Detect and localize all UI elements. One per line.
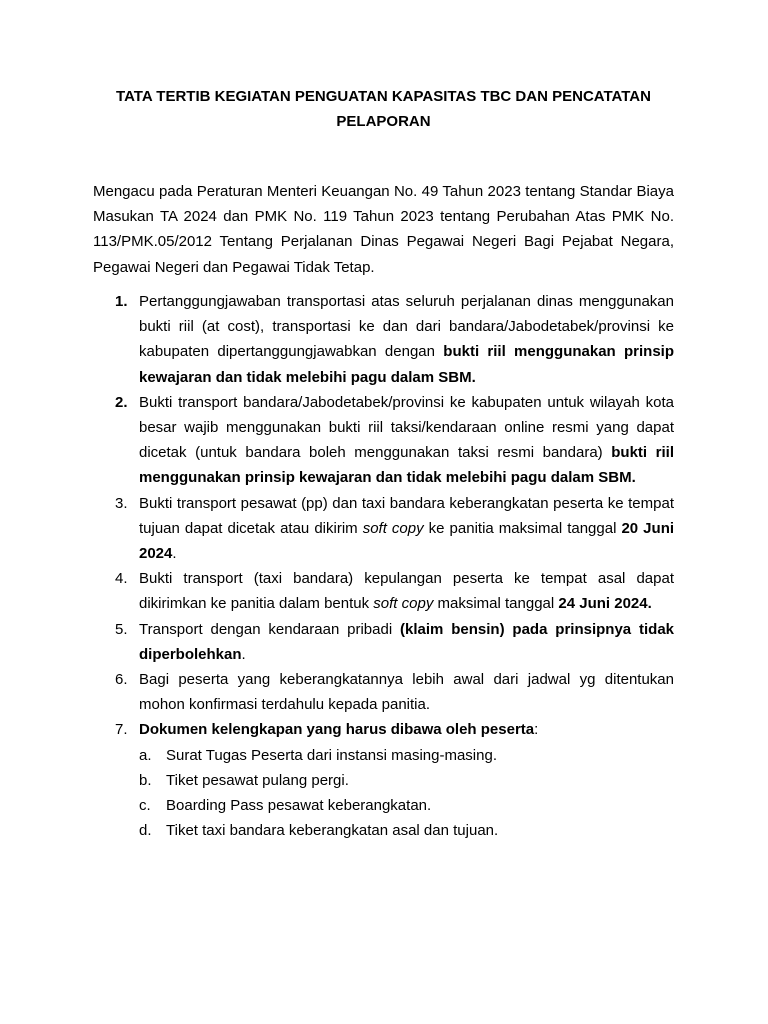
list-item-italic-text: soft copy (362, 519, 424, 537)
page-title (93, 84, 674, 134)
sublist-text: Tiket pesawat pulang pergi. (166, 771, 349, 789)
sublist-item-c (139, 793, 674, 818)
list-item-5 (93, 617, 674, 667)
list-item-text: ke panitia maksimal tanggal (423, 519, 622, 537)
sublist-text: Boarding Pass pesawat keberangkatan. (166, 797, 432, 815)
sublist-text: Tiket taxi bandara keberangkatan asal dan tujuan. (166, 822, 499, 840)
list-item-text: . (241, 645, 246, 663)
rules-list (93, 289, 674, 843)
list-item-bold-text: bukti riil menggunakan prinsip kewajaran dan tidak melebihi pagu dalam SBM. (139, 343, 674, 386)
title-line-2: PELAPORAN (336, 113, 431, 130)
list-item-7 (93, 717, 674, 843)
list-item-1 (93, 289, 674, 390)
list-item-italic-text: soft copy (373, 595, 434, 613)
sublist-item-b (139, 768, 674, 793)
list-number: 6. (115, 671, 128, 689)
list-number: 3. (115, 494, 128, 512)
list-item-4 (93, 566, 674, 616)
list-item-text: . (172, 545, 177, 563)
title-line-1: TATA TERTIB KEGIATAN PENGUATAN KAPASITAS TBC DAN PENCATATAN (116, 88, 651, 105)
list-item-text: Bukti transport bandara/Jabodetabek/provinsi ke kabupaten untuk wilayah kota besar wajib menggunakan bukti riil taksi/kendaraan online resmi yang dapat dicetak (untuk bandara boleh menggunakan taksi resmi bandara) (139, 393, 674, 462)
list-item-text: Bagi peserta yang keberangkatannya lebih awal dari jadwal yg ditentukan mohon konfirmasi terdahulu kepada panitia. (139, 671, 674, 714)
list-item-2 (93, 390, 674, 491)
list-item-text: : (534, 721, 539, 739)
sublist-letter: b. (139, 771, 152, 789)
list-number: 7. (115, 721, 128, 739)
list-item-text: maksimal tanggal (433, 595, 559, 613)
list-item-text: Pertanggungjawaban transportasi atas seluruh perjalanan dinas menggunakan bukti riil (at cost), transportasi ke dan dari bandara/Jabodetabek/provinsi ke kabupaten dipertanggungjawabkan dengan (139, 293, 674, 361)
list-item-bold-text: (klaim bensin) pada prinsipnya tidak diperbolehkan (139, 620, 674, 663)
sublist-letter: d. (139, 822, 152, 840)
documents-sublist (139, 743, 674, 844)
list-item-3 (93, 491, 674, 567)
list-item-text: Bukti transport pesawat (pp) dan taxi bandara keberangkatan peserta ke tempat tujuan dapat dicetak atau dikirim (139, 494, 674, 537)
sublist-letter: a. (139, 746, 152, 764)
list-number: 5. (115, 620, 128, 638)
list-item-text: Bukti transport (taxi bandara) kepulangan peserta ke tempat asal dapat dikirimkan ke panitia dalam bentuk (139, 570, 674, 613)
list-item-bold-text: bukti riil menggunakan prinsip kewajaran dan tidak melebihi pagu dalam SBM. (139, 444, 675, 487)
list-item-date: 20 Juni 2024 (139, 519, 675, 563)
list-item-date: 24 Juni 2024. (558, 595, 652, 613)
sublist-item-a (139, 743, 674, 768)
sublist-letter: c. (139, 797, 151, 815)
list-number: 2. (115, 393, 128, 411)
list-number: 4. (115, 570, 128, 588)
sublist-text: Surat Tugas Peserta dari instansi masing-masing. (166, 746, 497, 764)
intro-paragraph: Mengacu pada Peraturan Menteri Keuangan No. 49 Tahun 2023 tentang Standar Biaya Masukan TA 2024 dan PMK No. 119 Tahun 2023 tentang Perubahan Atas PMK No. 113/PMK.05/2012 Tentang Perjalanan Dinas Pegawai Negeri Bagi Pejabat Negara, Pegawai Negeri dan Pegawai Tidak Tetap. (93, 183, 674, 276)
sublist-item-d (139, 818, 674, 843)
list-item-6 (93, 667, 674, 717)
list-item-bold-text: Dokumen kelengkapan yang harus dibawa oleh peserta (139, 721, 535, 739)
list-number: 1. (115, 293, 128, 310)
list-item-text: Transport dengan kendaraan pribadi (139, 620, 401, 638)
